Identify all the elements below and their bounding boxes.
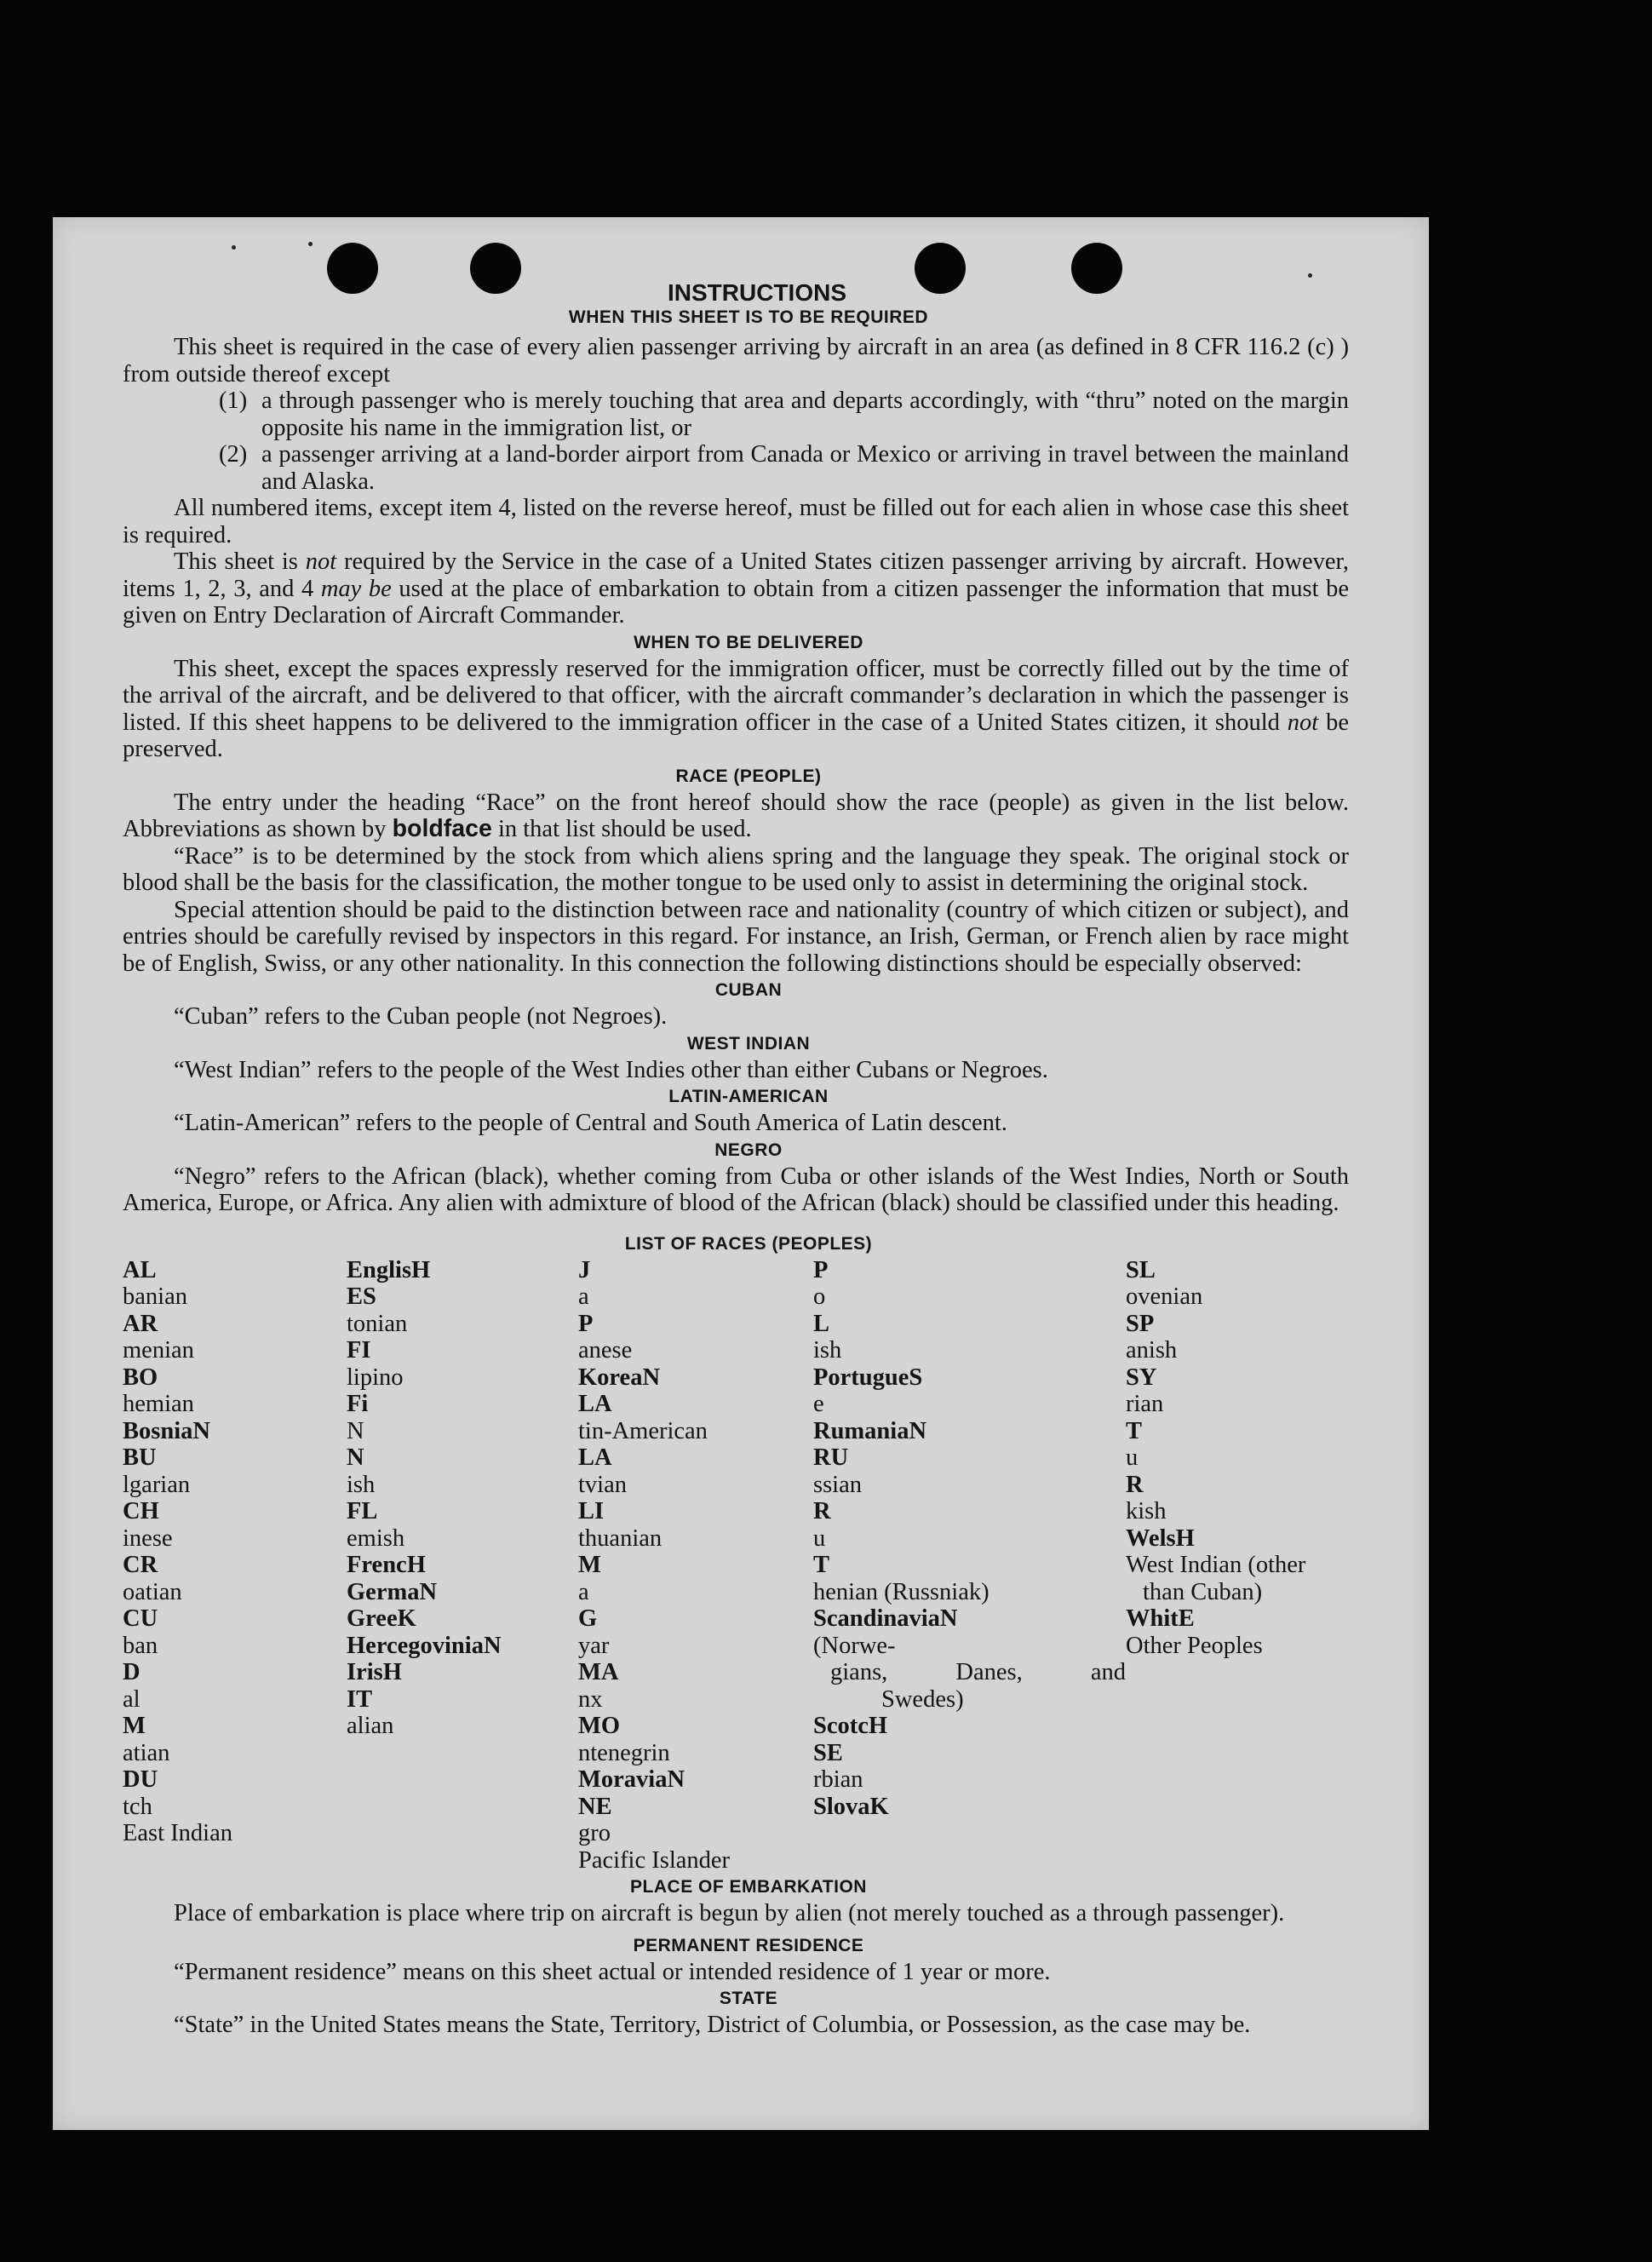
race-entry: IT alian [347,1685,394,1739]
race-entry: than Cuban) [1143,1578,1263,1605]
race-entry: CR oatian [123,1552,182,1605]
text-run: This sheet, except the spaces expressly reserved for the immigration officer, must be correctly filled out by the time of the arrival of the aircraft, and be delivered to that officer, with the aircraft commander’s declaration in which the passenger is listed. If this sheet happens to be delivered to the immigration officer in the case of a United States citizen, it should [123,655,1349,736]
citizen-paragraph [123,548,1349,629]
race-entry: Pacific Islander [578,1846,731,1874]
race-entry: Other Peoples [1126,1632,1263,1659]
race-entry: P o L ish [813,1256,842,1364]
required-intro: This sheet is required in the case of every alien passenger arriving by aircraft in an area (as defined in 8 CFR 116.2 (c) ) from outside thereof except [123,334,1349,388]
race-entry: HercegoviniaN [347,1632,502,1659]
race-entry: T u R kish [1126,1417,1167,1524]
races-column-4 [813,1257,1126,1874]
section-heading-list-of-races: LIST OF RACES (PEOPLES) [624,1233,873,1254]
race-entry: EnglisH [347,1256,431,1283]
race-entry: GermaN [347,1578,438,1605]
section-heading-embarkation: PLACE OF EMBARKATION [630,1877,867,1897]
race-entry: ES tonian [347,1283,408,1337]
text-run: The entry under the heading “Race” on the front hereof should show the race (people) as given in the list below. Abbreviations as shown by [123,789,1349,842]
race-entry: GreeK [347,1605,416,1632]
emphasis-text: not [305,548,337,575]
distinction-text-latin-american: “Latin-American” refers to the people of Central and South America of Latin descent. [174,1110,1007,1136]
distinction-heading-west-indian: WEST INDIAN [686,1033,811,1053]
speck [232,245,236,250]
emphasis-text: may be [320,575,392,602]
race-entry: RumaniaN [813,1417,927,1444]
section-heading-required: WHEN THIS SHEET IS TO BE REQUIRED [568,307,929,327]
text-run: in that list should be used. [491,816,752,842]
race-entry: SE rbian [813,1739,863,1793]
race-entry: NE gro [578,1793,612,1846]
race-entry: BosniaN [123,1417,210,1444]
races-column-3 [578,1257,813,1874]
speck [1308,273,1312,278]
page-title: INSTRUCTIONS [668,279,846,306]
distinction-text-west-indian: “West Indian” refers to the people of the West Indies other than either Cubans or Negroes. [174,1056,1048,1083]
race-entry: KoreaN [578,1364,661,1391]
distinction-text-negro: “Negro” refers to the African (black), whether coming from Cuba or other islands of the West Indies, North or South America, Europe, or Africa. Any alien with admixture of blood of the African (black) should be classified under this heading. [123,1163,1349,1216]
item-text: a through passenger who is merely touching that area and departs accordingly, with “thru” noted on the margin opposite his name in the immigration list, or [261,388,1349,441]
race-entry: M a G yar [578,1552,610,1659]
race-entry: LA tin-American [578,1391,708,1444]
race-entry: WhitE [1126,1605,1195,1632]
race-entry: ScandinaviaN (Norwe- [813,1605,958,1659]
race-entry: FL emish [347,1498,405,1552]
race-entry: ScotcH [813,1713,888,1739]
races-column-2 [347,1257,578,1874]
distinction-heading-negro: NEGRO [714,1140,783,1160]
race-entry: RU ssian [813,1444,862,1498]
race-entry: MoraviaN [578,1766,685,1793]
section-heading-state: STATE [719,1989,778,2008]
exception-item-1 [219,388,1349,441]
race-entry: J a P anese [578,1256,633,1364]
races-column-5 [1126,1257,1349,1874]
distinction-text-cuban: “Cuban” refers to the Cuban people (not Negroes). [174,1003,668,1030]
race-entry: CH inese [123,1498,173,1552]
distinction-heading-cuban: CUBAN [714,980,783,1000]
text-run: required by the Service in the case of a United States citizen passenger arriving by aircraft. However, items 1, 2, 3, and 4 [123,548,1349,602]
race-entry-continuation: Swedes) [881,1685,964,1713]
text-run: be preserved. [123,709,1350,762]
races-column-1 [123,1257,347,1874]
race-entry: SlovaK [813,1793,889,1820]
state-paragraph: “State” in the United States means the State, Territory, District of Columbia, or Possession, as the case may be. [174,2012,1251,2038]
section-heading-race: RACE (PEOPLE) [675,766,822,786]
race-entry: LA tvian [578,1444,627,1498]
race-entry: West Indian (other [1126,1552,1306,1578]
race-entry: DU tch [123,1766,158,1820]
instruction-sheet [53,217,1429,2130]
race-entry: SY rian [1126,1364,1164,1417]
numbered-items-paragraph: All numbered items, except item 4, listed on the reverse hereof, must be filled out for each alien in whose case this sheet is required. [123,495,1349,548]
race-entry: LI thuanian [578,1498,663,1552]
emphasis-text: not [1287,709,1319,736]
race-entry: FrencH [347,1552,426,1578]
exception-item-2 [219,441,1349,495]
race-paragraph-3: Special attention should be paid to the distinction between race and nationality (country of which citizen or subject), and entries should be carefully revised by inspectors in this regard. For instance, an Irish, German, or French alien by race might be of English, Swiss, or any other nationality. In this connection the following distinctions should be especially observed: [123,896,1349,977]
race-entry: Fi N N ish [347,1391,376,1498]
item-number: (1) [219,388,248,414]
race-paragraph-2: “Race” is to be determined by the stock from which aliens spring and the language they speak. The original stock or blood shall be the basis for the classification, the mother tongue to be used only to assist in determining the original stock. [123,842,1349,896]
race-entry: WelsH [1126,1524,1195,1552]
race-entry: BU lgarian [123,1444,191,1498]
race-entry: BO hemian [123,1364,194,1417]
speck [308,242,313,246]
race-entry: SL ovenian [1126,1256,1203,1310]
race-entry: MO ntenegrin [578,1713,670,1766]
race-entry: PortugueS e [813,1364,923,1417]
races-list [123,1257,1349,1874]
race-entry: D al M atian [123,1659,170,1766]
text-run: used at the place of embarkation to obtain from a citizen passenger the information that must be given on Entry Declaration of Aircraft Commander. [123,575,1349,629]
race-entry-continuation: gians, Danes, and [830,1659,1126,1685]
residence-paragraph: “Permanent residence” means on this sheet actual or intended residence of 1 year or more. [174,1958,1051,1985]
item-text: a passenger arriving at a land-border airport from Canada or Mexico or arriving in travel between the mainland and Alaska. [261,441,1349,495]
race-entry: AL banian [123,1256,187,1310]
distinction-heading-latin-american: LATIN-AMERICAN [668,1087,829,1106]
race-entry: AR menian [123,1310,194,1364]
embarkation-paragraph: Place of embarkation is place where trip on aircraft is begun by alien (not merely touched as a through passenger). [174,1900,1285,1926]
item-number: (2) [219,441,248,468]
race-entry: SP anish [1126,1310,1178,1364]
section-heading-delivered: WHEN TO BE DELIVERED [634,632,863,652]
delivered-paragraph [123,656,1349,763]
section-heading-residence: PERMANENT RESIDENCE [633,1935,864,1955]
race-entry: CU ban [123,1605,158,1659]
race-entry: R u T henian (Russniak) [813,1498,989,1605]
race-entry: MA nx [578,1659,619,1713]
text-run: This sheet is [174,548,306,575]
race-entry: East Indian [123,1820,233,1846]
race-entry: FI lipino [347,1337,404,1391]
race-paragraph-1 [123,789,1349,843]
race-entry: IrisH [347,1659,402,1685]
bold-text: boldface [392,815,492,842]
